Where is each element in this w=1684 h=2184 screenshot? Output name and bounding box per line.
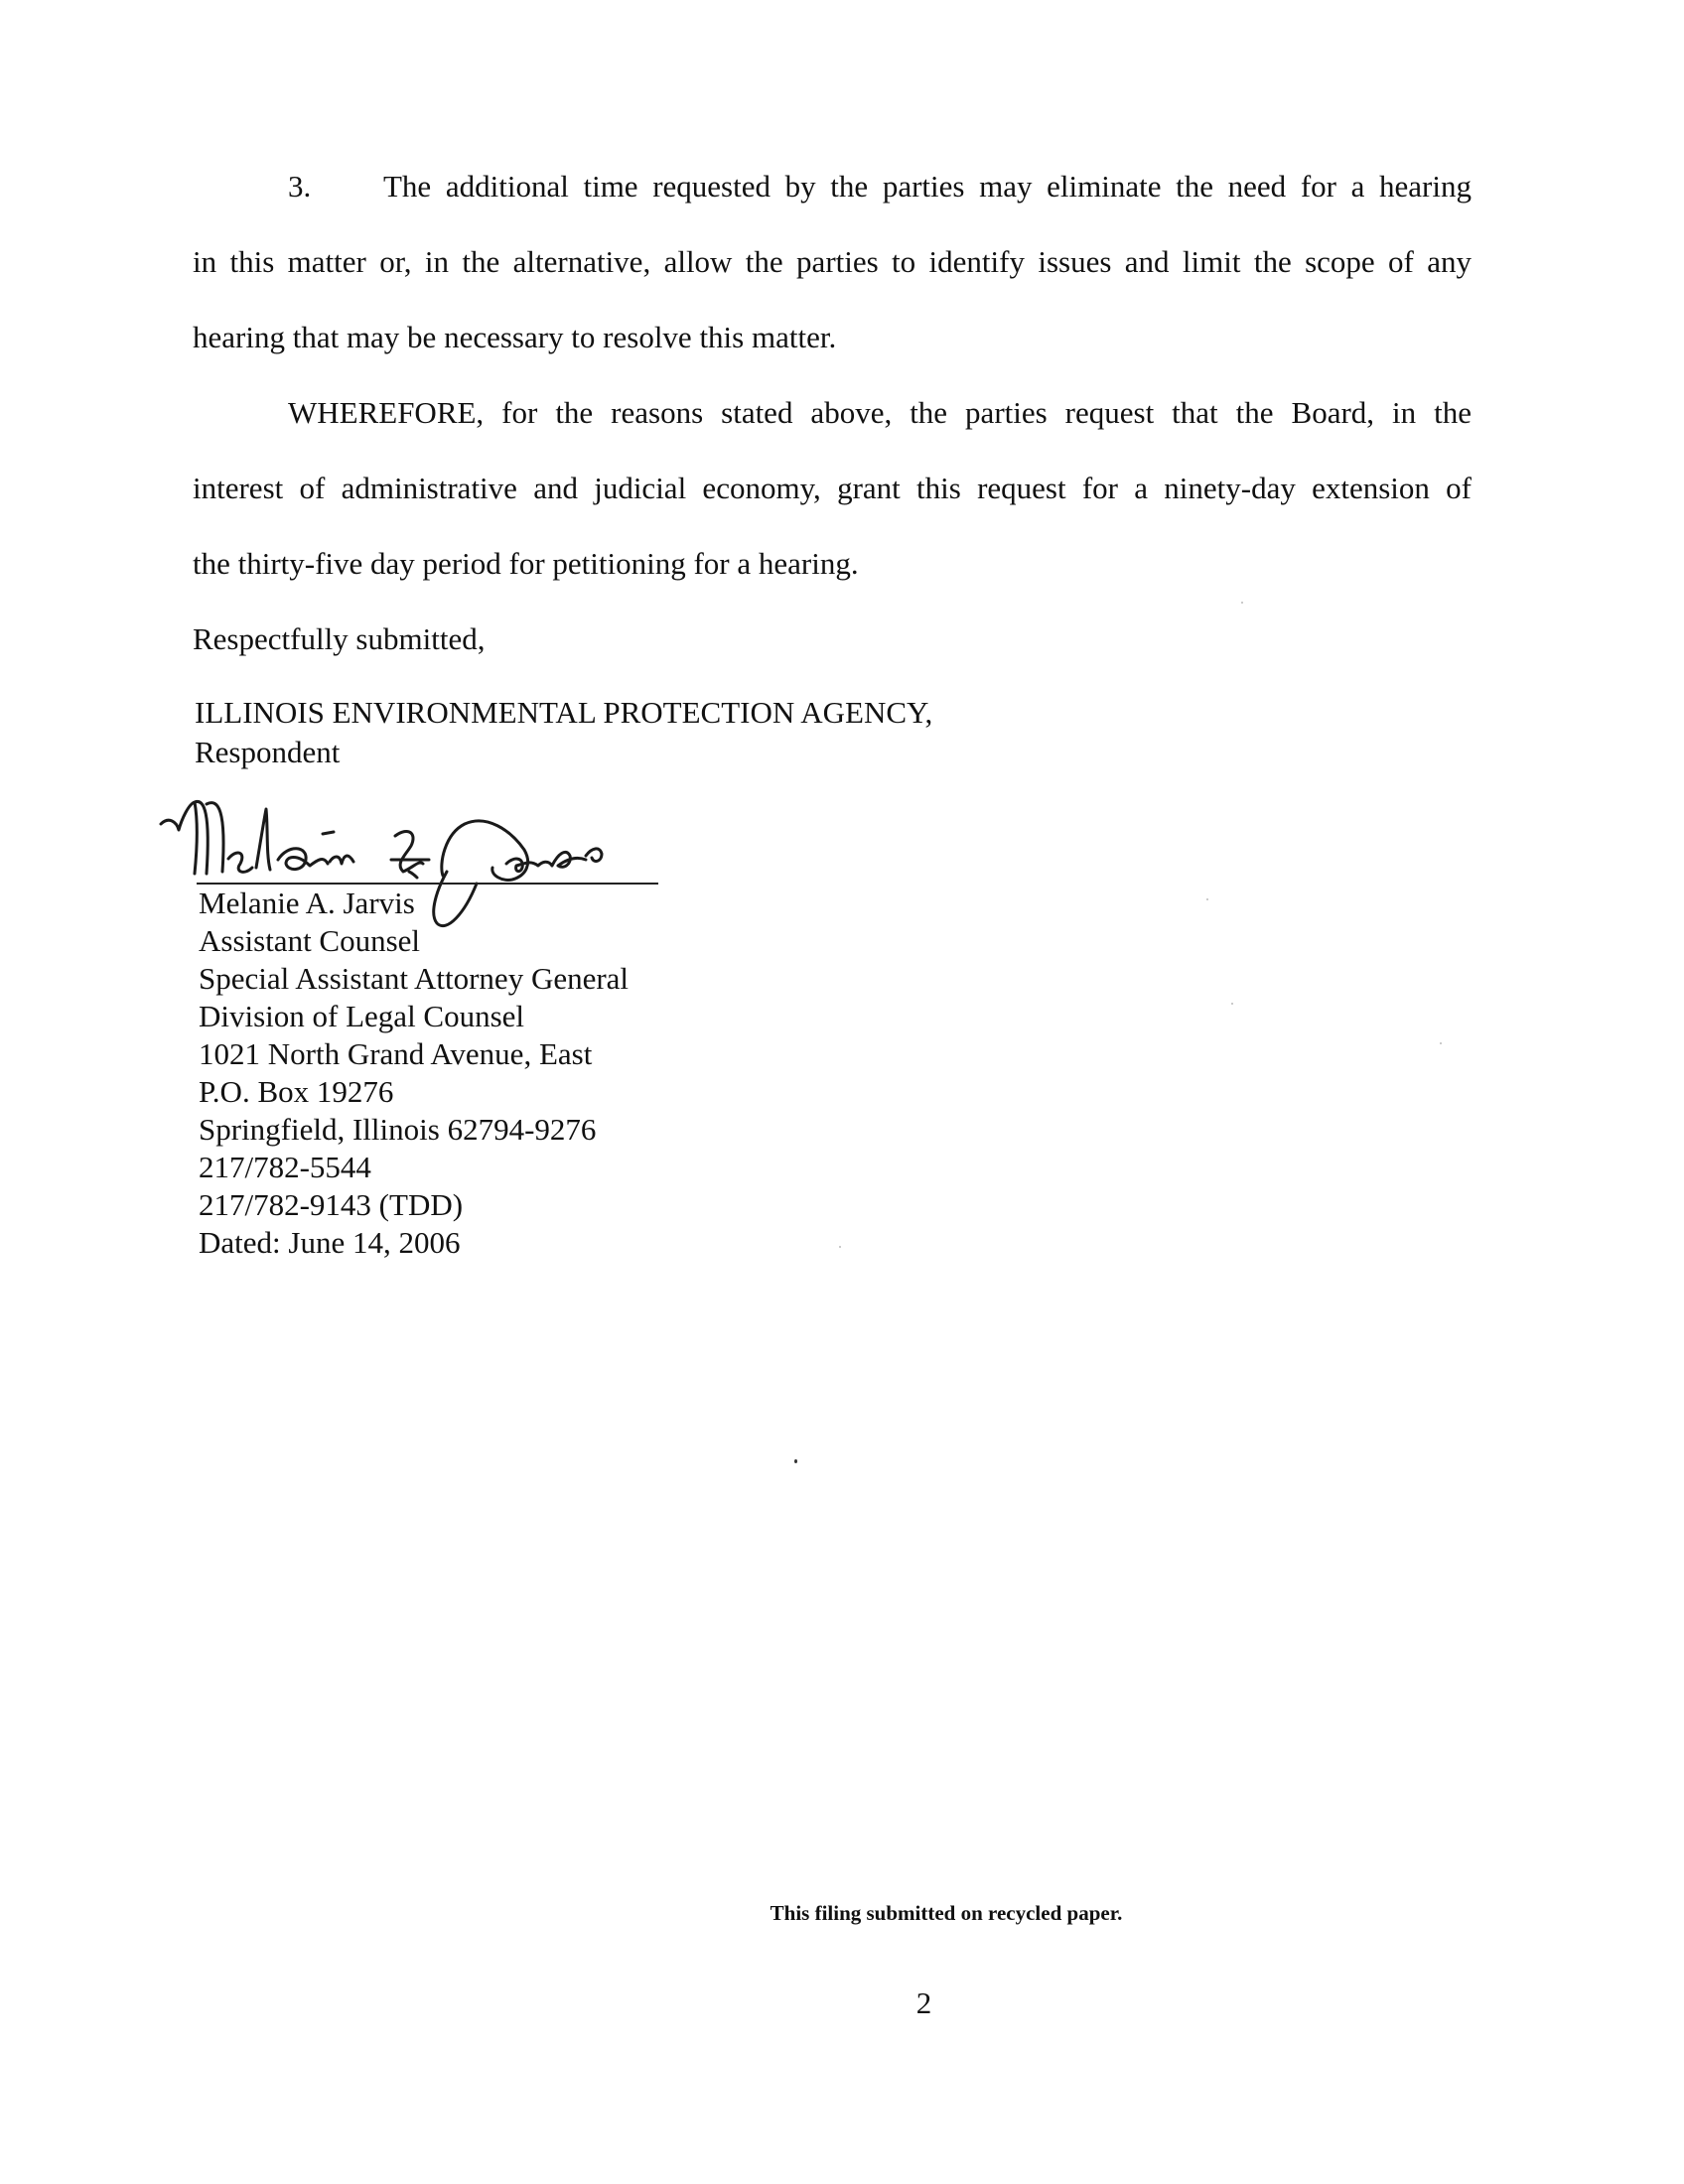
signatory-address-po-box: P.O. Box 19276 (199, 1074, 394, 1109)
scan-speck (839, 1246, 841, 1248)
signatory-date: Dated: June 14, 2006 (199, 1225, 461, 1260)
footer-note: This filing submitted on recycled paper. (770, 1901, 1123, 1925)
paragraph-3-line-3: hearing that may be necessary to resolve this matter. (193, 320, 837, 354)
signatory-division: Division of Legal Counsel (199, 999, 525, 1033)
scan-speck (1241, 602, 1243, 604)
signatory-title: Assistant Counsel (199, 923, 421, 958)
wherefore-line-3: the thirty-five day period for petitioning for a hearing. (193, 546, 859, 581)
scan-speck (1206, 898, 1208, 900)
scan-speck (1231, 1003, 1233, 1005)
paragraph-3-text-1: The additional time requested by the parties may eliminate the need for a hearing (383, 169, 1472, 204)
signature-line (197, 883, 658, 885)
agency-role: Respondent (195, 735, 341, 769)
scan-speck (794, 1459, 797, 1463)
wherefore-line-1: WHEREFORE, for the reasons stated above, the parties request that the Board, in the (288, 395, 1472, 430)
page-number: 2 (915, 1985, 932, 2020)
paragraph-3-line-2: in this matter or, in the alternative, allow the parties to identify issues and limit the scope of any (193, 244, 1472, 279)
signatory-name: Melanie A. Jarvis (199, 886, 415, 920)
signatory-address-street: 1021 North Grand Avenue, East (199, 1036, 593, 1071)
signatory-tdd: 217/782-9143 (TDD) (199, 1187, 464, 1222)
wherefore-line-2: interest of administrative and judicial economy, grant this request for a ninety-day extension of (193, 471, 1472, 505)
paragraph-3-line-1 (193, 167, 1472, 206)
agency-name: ILLINOIS ENVIRONMENTAL PROTECTION AGENCY, (195, 695, 933, 730)
signatory-title-2: Special Assistant Attorney General (199, 961, 630, 996)
paragraph-number: 3. (288, 169, 312, 204)
closing-text: Respectfully submitted, (193, 621, 486, 656)
signatory-address-city: Springfield, Illinois 62794-9276 (199, 1112, 597, 1147)
signatory-phone: 217/782-5544 (199, 1150, 371, 1184)
scan-speck (1440, 1042, 1442, 1044)
